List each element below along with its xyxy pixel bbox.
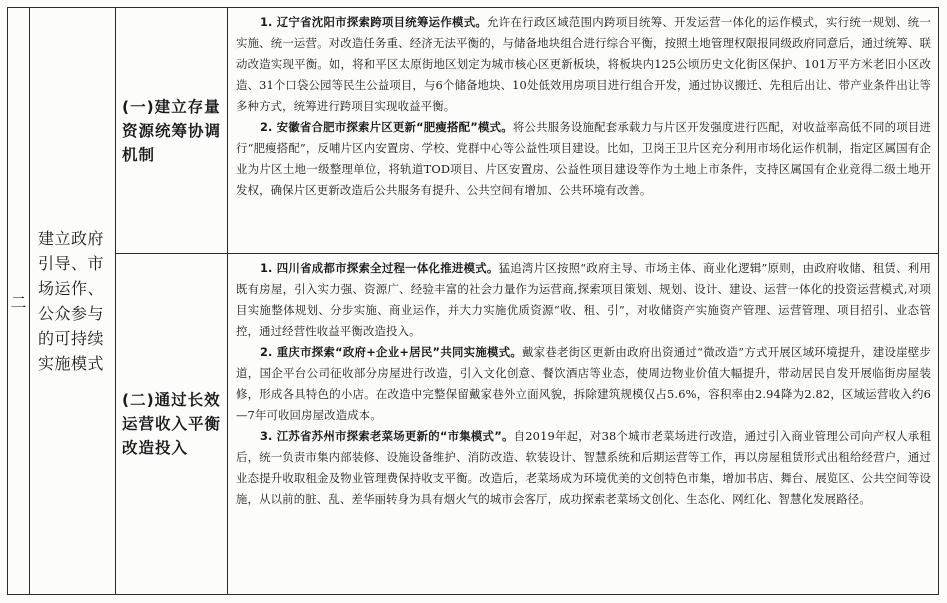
case-paragraph (236, 258, 931, 342)
level2-category: (二)通过长效运营收入平衡改造投入 (116, 254, 228, 595)
case-body: 自2019年起，对38个城市老菜场进行改造，通过引入商业管理公司向产权人承租后，统一负责市集内部装修、设施设备维护、消防改造、软装设计、智慧系统和后期运营等工作，再以房屋租赁形式出租给经营户，通过业态提升收取租金及物业管理费保持收支平衡。改造后，老菜场成为环境优美的文创特色市集，增加书店、舞台、展览区、公共空间等设施，从以前的脏、乱、差华丽转身为具有烟火气的城市会客厅，成功探索老菜场文创化、生态化、网红化、智慧化发展路径。 (236, 429, 932, 506)
measure-cell (228, 8, 939, 254)
case-heading: 3. 江苏省苏州市探索老菜场更新的“市集模式”。 (259, 429, 514, 443)
case-paragraph (236, 12, 931, 117)
case-body: 戴家巷老街区更新由政府出资通过“微改造”方式开展区域环境提升，建设崖壁步道，国企平台公司征收部分房屋进行改造，引入文化创意、餐饮酒店等业态，使周边物业价值大幅提升，带动居民自发开展临街房屋装修，形成各具特色的小店。在改造中完整保留戴家巷外立面风貌，拆除建筑规模仅占5.6%，容积率由2.94降为2.82，区域运营收入约6—7年可收回房屋改造成本。 (236, 345, 931, 422)
case-body: 允许在行政区域范围内跨项目统筹、开发运营一体化的运作模式，实行统一规划、统一实施、统一运营。对改造任务重、经济无法平衡的，与储备地块组合进行综合平衡，按照土地管理权限报同级政府同意后，通过统筹、联动改造实现平衡。如，将和平区太原街地区划定为城市核心区更新板块，将板块内125公顷历史文化街区保护、101万平方米老旧小区改造、31个口袋公园等民生公益项目，与6个储备地块、10处低效用房项目进行组合开发，通过协议搬迁、先租后出让、带产业条件出让等多种方式，统筹进行跨项目实现收益平衡。 (236, 15, 931, 113)
case-heading: 2. 安徽省合肥市探索片区更新“肥瘦搭配”模式。 (259, 120, 513, 134)
case-paragraph (236, 117, 931, 201)
case-heading: 1. 辽宁省沈阳市探索跨项目统筹运作模式。 (259, 15, 488, 29)
policy-table (7, 7, 939, 595)
case-heading: 2. 重庆市探索“政府+企业+居民”共同实施模式。 (259, 345, 523, 359)
level2-category: (一)建立存量资源统筹协调机制 (116, 8, 228, 254)
case-paragraph (236, 426, 931, 510)
case-heading: 1. 四川省成都市探索全过程一体化推进模式。 (259, 261, 499, 275)
level1-category: 建立政府引导、市场运作、公众参与的可持续实施模式 (30, 8, 116, 595)
case-paragraph (236, 342, 931, 426)
case-body: 将公共服务设施配套承载力与片区开发强度进行匹配，对收益率高低不同的项目进行“肥瘦搭配”，反哺片区内安置房、学校、党群中心等公益性项目建设。比如，卫岗王卫片区充分利用市场化运作机制，指定区属国有企业为片区土地一级整理单位，将轨道TOD项目、片区安置房、公益性项目建设等作为土地上市条件，支持区属国有企业竞得二级土地开发权，确保片区更新改造后公共服务有提升、公共空间有增加、公共环境有改善。 (236, 120, 931, 197)
case-body: 猛追湾片区按照“政府主导、市场主体、商业化逻辑”原则，由政府收储、租赁、利用既有房屋，引入实力强、资源广、经验丰富的社会力量作为运营商,探索项目策划、规划、设计、建设、运营一体化的投资运营模式,对项目实施整体规划、分步实施、商业运作，并大力实施优质资源“收、租、引”，对收储资产实施资产管理、运营管理、项目招引、业态管控，通过经营性收益平衡改造投入。 (236, 261, 931, 338)
table-row (8, 254, 939, 595)
measure-cell (228, 254, 939, 595)
table-row (8, 8, 939, 254)
row-number: 二 (8, 8, 30, 595)
